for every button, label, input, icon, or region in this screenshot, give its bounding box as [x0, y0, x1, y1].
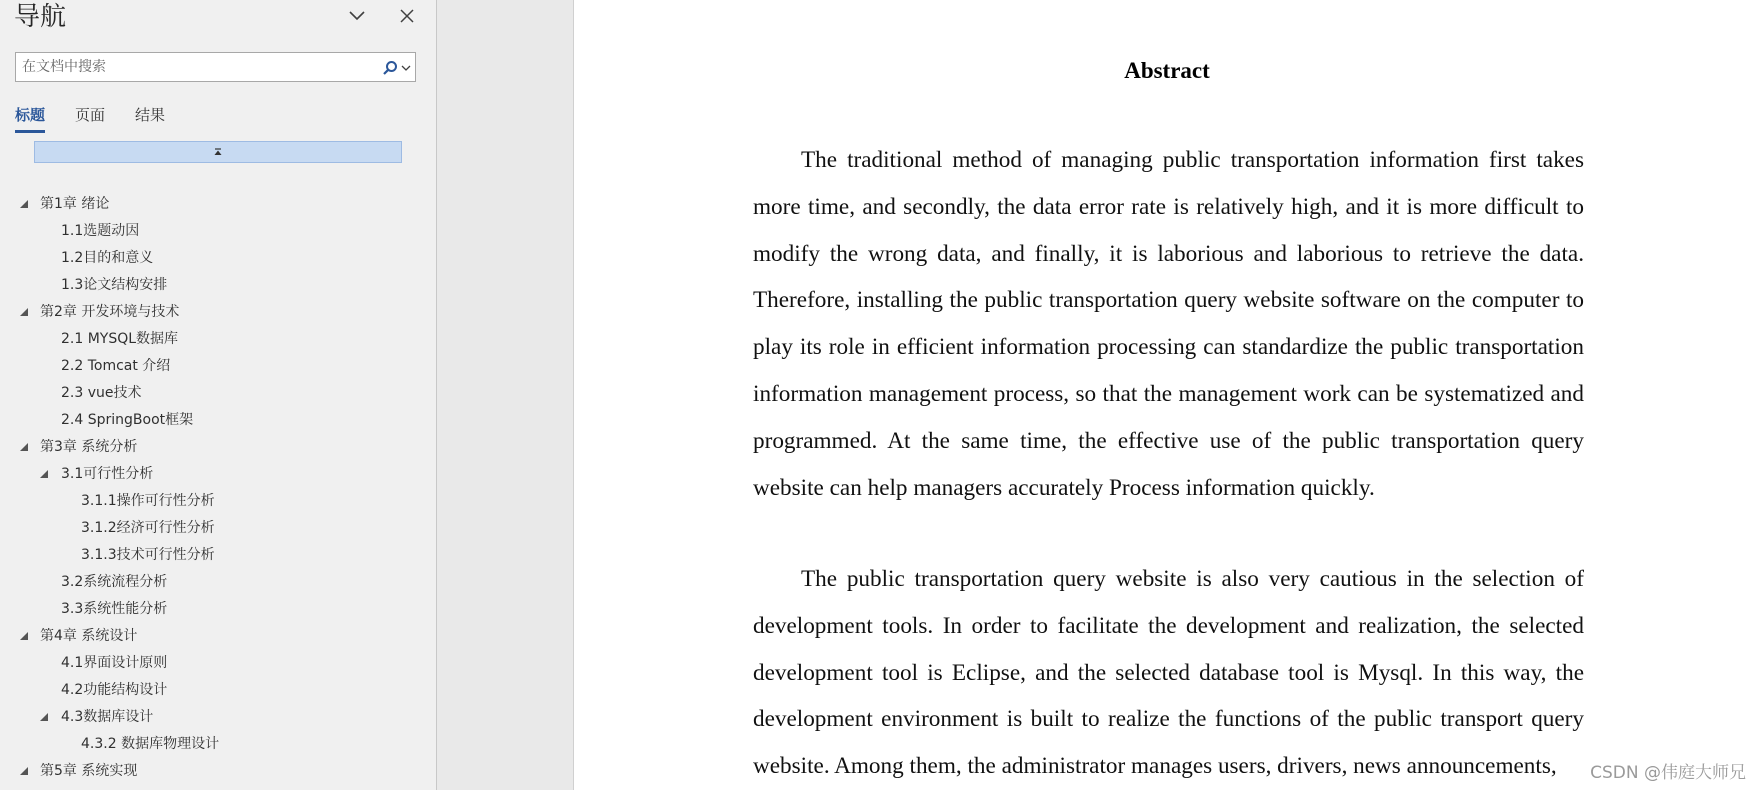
expand-triangle-icon[interactable] [20, 308, 28, 316]
tree-item-label: 第1章 绪论 [40, 196, 110, 212]
tree-item[interactable] [0, 219, 437, 243]
watermark: CSDN @伟庭大师兄 [1590, 763, 1746, 783]
tree-item-label: 4.1界面设计原则 [61, 655, 168, 671]
tree-item[interactable] [0, 516, 437, 540]
tree-item-label: 第4章 系统设计 [40, 628, 138, 644]
tree-item[interactable] [0, 354, 437, 378]
collapse-all-button[interactable] [34, 141, 402, 163]
tree-item-label: 1.2目的和意义 [61, 250, 154, 266]
tree-item[interactable] [0, 462, 437, 486]
abstract-heading: Abstract [1124, 58, 1210, 83]
tree-item[interactable] [0, 408, 437, 432]
tree-item-label: 3.1.1操作可行性分析 [81, 493, 215, 509]
tree-item-label: 第2章 开发环境与技术 [40, 304, 180, 320]
search-button[interactable] [377, 58, 411, 78]
tree-item[interactable] [0, 624, 437, 648]
expand-triangle-icon[interactable] [20, 767, 28, 775]
search-icon [382, 60, 398, 76]
close-icon [399, 8, 415, 24]
tree-item[interactable] [0, 246, 437, 270]
tree-item[interactable] [0, 597, 437, 621]
tree-item-label: 3.1.2经济可行性分析 [81, 520, 215, 536]
tree-item[interactable] [0, 678, 437, 702]
tree-item-label: 2.2 Tomcat 介绍 [61, 358, 171, 374]
tab-results[interactable]: 结果 [135, 106, 166, 124]
tree-item[interactable] [0, 705, 437, 729]
tree-item-label: 1.3论文结构安排 [61, 277, 168, 293]
tree-item-label: 2.4 SpringBoot框架 [61, 412, 194, 428]
tree-item[interactable] [0, 327, 437, 351]
tree-item[interactable] [0, 570, 437, 594]
tree-item[interactable] [0, 381, 437, 405]
document-page[interactable] [574, 0, 1760, 790]
expand-triangle-icon[interactable] [20, 443, 28, 451]
tree-item[interactable] [0, 543, 437, 567]
tree-item-label: 2.1 MYSQL数据库 [61, 331, 179, 347]
tree-item[interactable] [0, 192, 437, 216]
tab-pages[interactable]: 页面 [75, 106, 106, 124]
tree-item-label: 4.3数据库设计 [61, 709, 154, 725]
close-pane-button[interactable] [392, 2, 422, 30]
expand-triangle-icon[interactable] [40, 470, 48, 478]
tree-item-label: 3.1.3技术可行性分析 [81, 547, 215, 563]
tree-item-label: 4.2功能结构设计 [61, 682, 168, 698]
expand-triangle-icon[interactable] [40, 713, 48, 721]
search-input[interactable] [22, 56, 362, 78]
tree-item[interactable] [0, 435, 437, 459]
expand-triangle-icon[interactable] [20, 632, 28, 640]
tree-item-label: 4.3.2 数据库物理设计 [81, 736, 220, 752]
tree-item[interactable] [0, 489, 437, 513]
chevron-down-icon [348, 10, 366, 22]
pane-gutter [437, 0, 574, 790]
tree-item-label: 第5章 系统实现 [40, 763, 138, 779]
tree-item[interactable] [0, 759, 437, 783]
tree-item[interactable] [0, 300, 437, 324]
tree-item-label: 3.3系统性能分析 [61, 601, 168, 617]
tree-item-label: 1.1选题动因 [61, 223, 140, 239]
tree-item[interactable] [0, 651, 437, 675]
tree-item-label: 3.1可行性分析 [61, 466, 154, 482]
tree-item-label: 第3章 系统分析 [40, 439, 138, 455]
dropdown-arrow-icon [401, 64, 411, 72]
pane-options-button[interactable] [342, 2, 372, 30]
collapse-up-icon [213, 147, 223, 157]
tree-item-label: 2.3 vue技术 [61, 385, 142, 401]
tree-item[interactable] [0, 273, 437, 297]
nav-title: 导航 [14, 2, 67, 32]
tab-headings[interactable]: 标题 [15, 104, 45, 132]
tree-item-label: 3.2系统流程分析 [61, 574, 168, 590]
tree-item[interactable] [0, 732, 437, 756]
paragraph-1: The traditional method of managing public transportation information first takes more time, and secondly, the data error rate is relatively high, and it is more difficult to modify the wrong data, and finally, it is laborious and laborious to retrieve the data. Therefore, installing the public transportation query website software on the computer to play its role in efficient information processing can standardize the public transportation information management process, so that the management work can be systematized and programmed. At the same time, the effective use of the public transportation query website can help managers accurately Process information quickly. [753, 147, 1584, 501]
expand-triangle-icon[interactable] [20, 200, 28, 208]
navigation-pane [0, 0, 437, 790]
paragraph-2: The public transportation query website is also very cautious in the selection of development tools. In order to facilitate the development and realization, the selected development tool is Eclipse, and the selected database tool is Mysql. In this way, the development environment is built to realize the functions of the public transport query website. Among them, the administrator manages users, drivers, news announcements, [753, 566, 1584, 780]
search-box [15, 52, 416, 82]
